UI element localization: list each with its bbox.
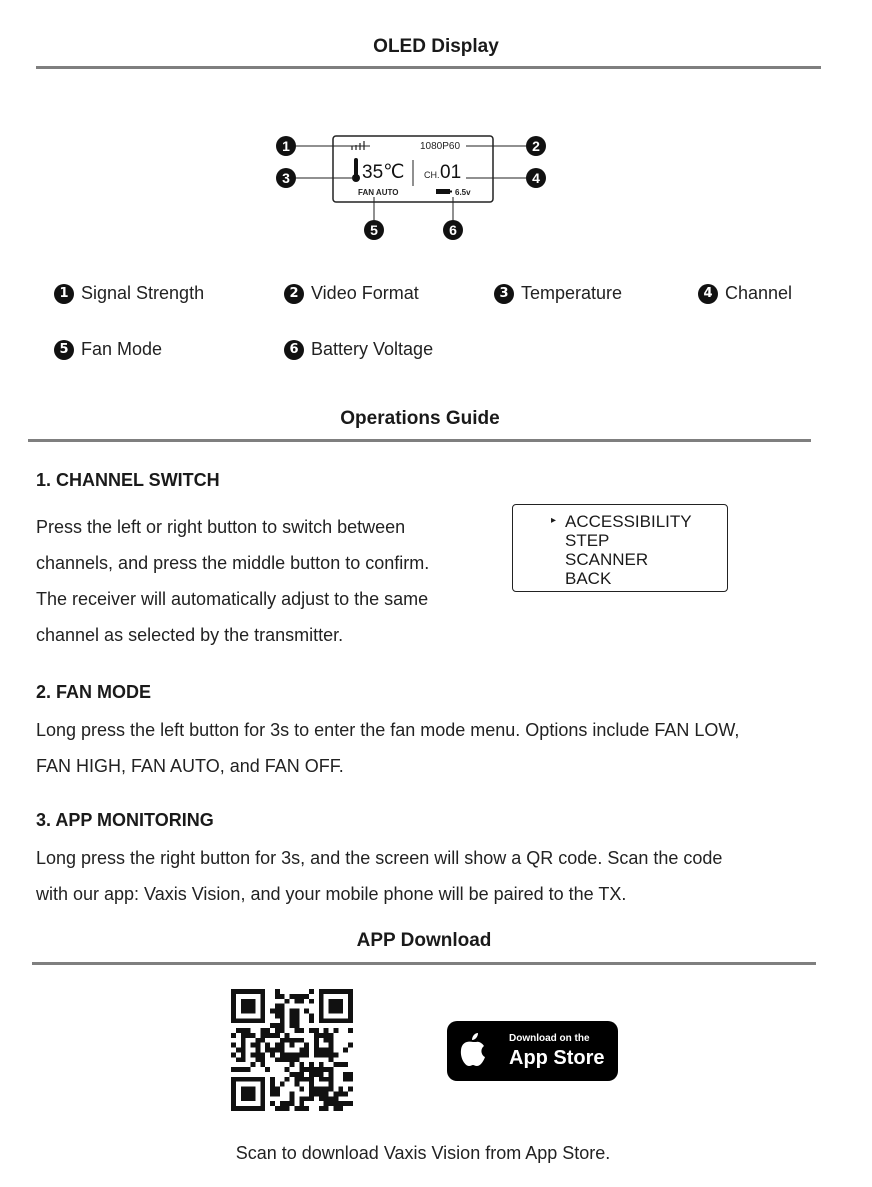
svg-text:4: 4 bbox=[532, 170, 540, 186]
qr-code-icon[interactable] bbox=[231, 989, 353, 1111]
legend-fan-mode bbox=[54, 339, 162, 360]
legend-label: Temperature bbox=[521, 283, 623, 303]
app-heading-rule bbox=[32, 962, 816, 965]
app-store-badge-small-text: Download on the bbox=[509, 1033, 590, 1044]
menu-screen-preview bbox=[512, 504, 728, 592]
oled-heading: OLED Display bbox=[373, 36, 499, 57]
legend-badge: 4 bbox=[698, 284, 718, 304]
section-title-app-monitoring: 3. APP MONITORING bbox=[36, 810, 214, 830]
section-title-fan-mode: 2. FAN MODE bbox=[36, 682, 152, 702]
svg-text:1: 1 bbox=[282, 138, 290, 154]
callout-3 bbox=[276, 168, 296, 188]
oled-diagram bbox=[270, 128, 560, 248]
body-line: channels, and press the middle button to confirm. bbox=[36, 553, 430, 573]
body-line: Long press the left button for 3s to enter the fan mode menu. Options include FAN LOW, bbox=[36, 720, 740, 740]
app-heading: APP Download bbox=[356, 930, 492, 951]
callout-6 bbox=[443, 220, 463, 240]
oled-heading-rule bbox=[36, 66, 821, 69]
legend-label: Battery Voltage bbox=[311, 339, 434, 359]
legend-badge: 3 bbox=[494, 284, 514, 304]
legend-label: Video Format bbox=[311, 283, 419, 303]
callout-2 bbox=[526, 136, 546, 156]
oled-channel-prefix: CH. bbox=[424, 170, 440, 180]
section-title-channel-switch: 1. CHANNEL SWITCH bbox=[36, 470, 220, 490]
legend-badge: 5 bbox=[54, 340, 74, 360]
legend-badge: 6 bbox=[284, 340, 304, 360]
body-line: with our app: Vaxis Vision, and your mobile phone will be paired to the TX. bbox=[36, 884, 627, 904]
battery-icon bbox=[436, 189, 450, 194]
section-body-channel-switch bbox=[36, 509, 516, 653]
app-store-badge[interactable] bbox=[447, 1021, 618, 1081]
svg-text:6: 6 bbox=[449, 222, 457, 238]
oled-channel: 01 bbox=[440, 162, 462, 183]
section-body-fan-mode bbox=[36, 712, 866, 784]
legend-label: Channel bbox=[725, 283, 793, 303]
menu-item-accessibility: ACCESSIBILITY bbox=[565, 512, 692, 531]
callout-1 bbox=[276, 136, 296, 156]
svg-text:5: 5 bbox=[370, 222, 378, 238]
app-store-badge-large-text: App Store bbox=[509, 1047, 605, 1069]
legend-label: Fan Mode bbox=[81, 339, 163, 359]
oled-format: 1080P60 bbox=[420, 141, 461, 152]
apple-logo-icon bbox=[459, 1031, 487, 1067]
body-line: The receiver will automatically adjust to the same bbox=[36, 589, 429, 609]
oled-fan: FAN AUTO bbox=[358, 188, 399, 197]
menu-item-scanner: SCANNER bbox=[565, 550, 649, 569]
legend-temperature bbox=[494, 283, 622, 304]
body-line: Press the left or right button to switch between bbox=[36, 517, 406, 537]
callout-5 bbox=[364, 220, 384, 240]
legend-badge: 1 bbox=[54, 284, 74, 304]
section-body-app-monitoring bbox=[36, 840, 866, 912]
ops-heading: Operations Guide bbox=[340, 408, 500, 429]
svg-text:3: 3 bbox=[282, 170, 290, 186]
body-line: channel as selected by the transmitter. bbox=[36, 625, 344, 645]
menu-item-back: BACK bbox=[565, 569, 612, 588]
oled-temperature: 35℃ bbox=[362, 162, 405, 183]
menu-item-step: STEP bbox=[565, 531, 610, 550]
oled-voltage: 6.5v bbox=[455, 188, 471, 197]
legend-video-format bbox=[284, 283, 419, 304]
selection-marker-icon: ▸ bbox=[551, 515, 557, 526]
ops-heading-rule bbox=[28, 439, 811, 442]
legend-channel bbox=[698, 283, 792, 304]
body-line: Long press the right button for 3s, and the screen will show a QR code. Scan the code bbox=[36, 848, 723, 868]
legend-battery-voltage bbox=[284, 339, 433, 360]
app-caption: Scan to download Vaxis Vision from App Store. bbox=[235, 1143, 611, 1163]
svg-text:2: 2 bbox=[532, 138, 540, 154]
legend-badge: 2 bbox=[284, 284, 304, 304]
legend-signal-strength bbox=[54, 283, 204, 304]
callout-4 bbox=[526, 168, 546, 188]
legend-label: Signal Strength bbox=[81, 283, 205, 303]
body-line: FAN HIGH, FAN AUTO, and FAN OFF. bbox=[36, 756, 344, 776]
